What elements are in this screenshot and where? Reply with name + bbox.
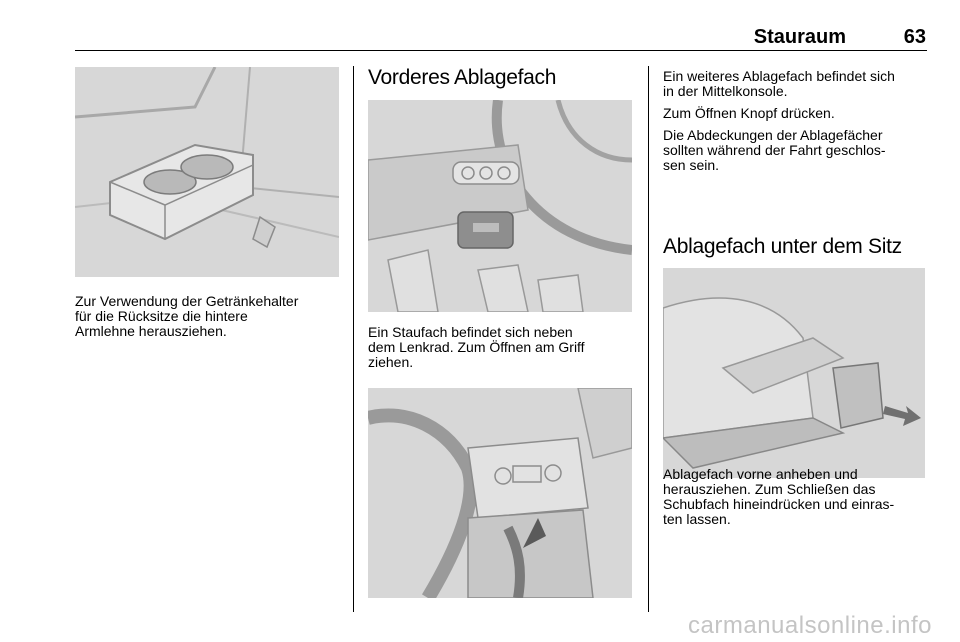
col3-intro-text xyxy=(663,69,938,173)
paragraph-console: Ein weiteres Ablagefach befindet sich in der Mittelkonsole. xyxy=(663,68,895,99)
col3-caption: Ablagefach vorne anheben und herausziehen. Zum Schließen das Schubfach hineindrücken und einras- ten lassen. xyxy=(663,466,895,527)
running-header-title: Stauraum xyxy=(753,26,846,48)
header-rule xyxy=(75,50,927,51)
footer-watermark: carmanualsonline.info xyxy=(688,612,932,639)
column-divider-right xyxy=(648,66,649,612)
paragraph-button: Zum Öffnen Knopf drücken. xyxy=(663,105,835,121)
under-seat-drawer-illustration xyxy=(663,268,925,478)
column-divider-left xyxy=(353,66,354,612)
page-number: 63 xyxy=(903,26,926,48)
col2-caption: Ein Staufach befindet sich neben dem Lenkrad. Zum Öffnen am Griff ziehen. xyxy=(368,324,585,370)
section-heading-under-seat: Ablagefach unter dem Sitz xyxy=(663,235,902,258)
dashboard-compartment-illustration xyxy=(368,100,632,312)
section-heading-front-compartment: Vorderes Ablagefach xyxy=(368,66,557,89)
col1-caption: Zur Verwendung der Getränkehalter für die Rücksitze die hintere Armlehne herausziehen. xyxy=(75,293,299,339)
center-console-compartment-illustration xyxy=(368,388,632,598)
rear-cupholder-illustration xyxy=(75,67,339,277)
paragraph-covers: Die Abdeckungen der Ablagefächer sollten während der Fahrt geschlos- sen sein. xyxy=(663,127,886,173)
